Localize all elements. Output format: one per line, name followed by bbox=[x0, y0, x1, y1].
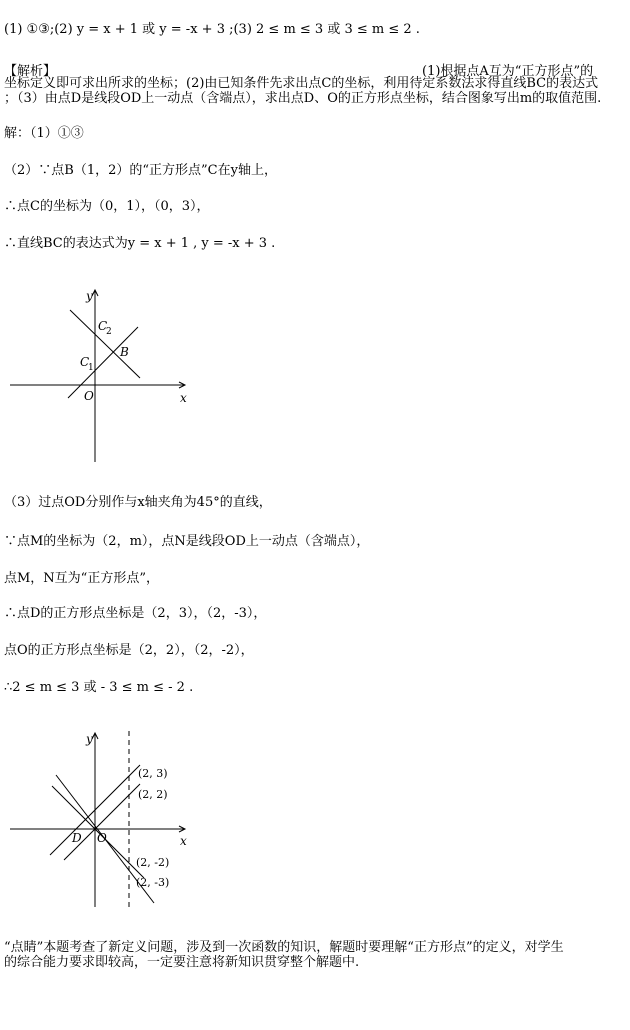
fig1-b-label: B bbox=[120, 345, 129, 359]
fig2-x-label: x bbox=[180, 834, 187, 848]
fig2-y-label: y bbox=[86, 732, 93, 746]
comment-line-2: 的综合能力要求即较高，一定要注意将新知识贯穿整个解题中. bbox=[4, 955, 360, 970]
fig2-point-2-neg2: (2, -2) bbox=[136, 856, 170, 869]
fig2-point-2-neg3: (2, -3) bbox=[136, 876, 170, 889]
analysis-line-2: 坐标定义即可求出所求的坐标；(2)由已知条件先求出点C的坐标，利用待定系数法求得直线BC的表达式 bbox=[4, 76, 599, 91]
solution-part-2-line-3: ∴直线BC的表达式为y = x + 1 , y = -x + 3 . bbox=[4, 236, 276, 251]
fig2-point-2-3: (2, 3) bbox=[138, 767, 168, 780]
fig1-line-c1b bbox=[68, 327, 138, 398]
solution-part-3-line-1: （3）过点OD分别作与x轴夹角为45°的直线， bbox=[4, 495, 272, 510]
fig2-d-label: D bbox=[72, 831, 82, 845]
fig1-x-label: x bbox=[180, 391, 187, 405]
solution-part-3-line-6: ∴2 ≤ m ≤ 3 或 - 3 ≤ m ≤ - 2 . bbox=[4, 680, 194, 695]
fig1-c1-subscript: 1 bbox=[88, 363, 94, 373]
analysis-line-3: ；（3）由点D是线段OD上一动点（含端点），求出点D、O的正方形点坐标，结合图象写出m的取值范围. bbox=[4, 91, 602, 106]
fig1-c2-subscript: 2 bbox=[106, 327, 112, 337]
answer-line: (1) ①③;(2) y = x + 1 或 y = -x + 3 ;(3) 2 ≤ m ≤ 3 或 3 ≤ m ≤ 2 . bbox=[4, 22, 420, 37]
solution-part-1: 解：（1）①③ bbox=[4, 126, 84, 141]
solution-part-3-line-2: ∵点M的坐标为（2，m），点N是线段OD上一动点（含端点）， bbox=[4, 534, 370, 549]
figure-1-coordinate-graph bbox=[0, 280, 200, 470]
solution-part-3-line-4: ∴点D的正方形点坐标是（2，3），（2，-3）， bbox=[4, 606, 267, 621]
solution-part-2-line-1: （2）∵点B（1，2）的“正方形点”C在y轴上， bbox=[4, 163, 277, 178]
fig1-c2-label: C bbox=[98, 319, 108, 333]
solution-part-3-line-5: 点O的正方形点坐标是（2，2），（2，-2）， bbox=[4, 643, 254, 658]
solution-part-2-line-2: ∴点C的坐标为（0，1），（0，3）， bbox=[4, 199, 210, 214]
fig1-y-label: y bbox=[86, 289, 93, 303]
fig1-o-label: O bbox=[84, 389, 94, 403]
figure-2-coordinate-graph bbox=[0, 725, 200, 910]
comment-line-1: “点睛”本题考查了新定义问题，涉及到一次函数的知识，解题时要理解“正方形点”的定义，对学生 bbox=[4, 940, 564, 955]
solution-part-3-line-3: 点M，N互为“正方形点”， bbox=[4, 571, 159, 586]
fig1-c1-label: C bbox=[80, 355, 90, 369]
analysis-heading: 【解析】 bbox=[4, 64, 57, 79]
fig2-point-2-2: (2, 2) bbox=[138, 788, 168, 801]
analysis-intro: (1)根据点A互为“正方形点”的 bbox=[422, 64, 594, 79]
fig2-o-label: O bbox=[97, 831, 107, 845]
